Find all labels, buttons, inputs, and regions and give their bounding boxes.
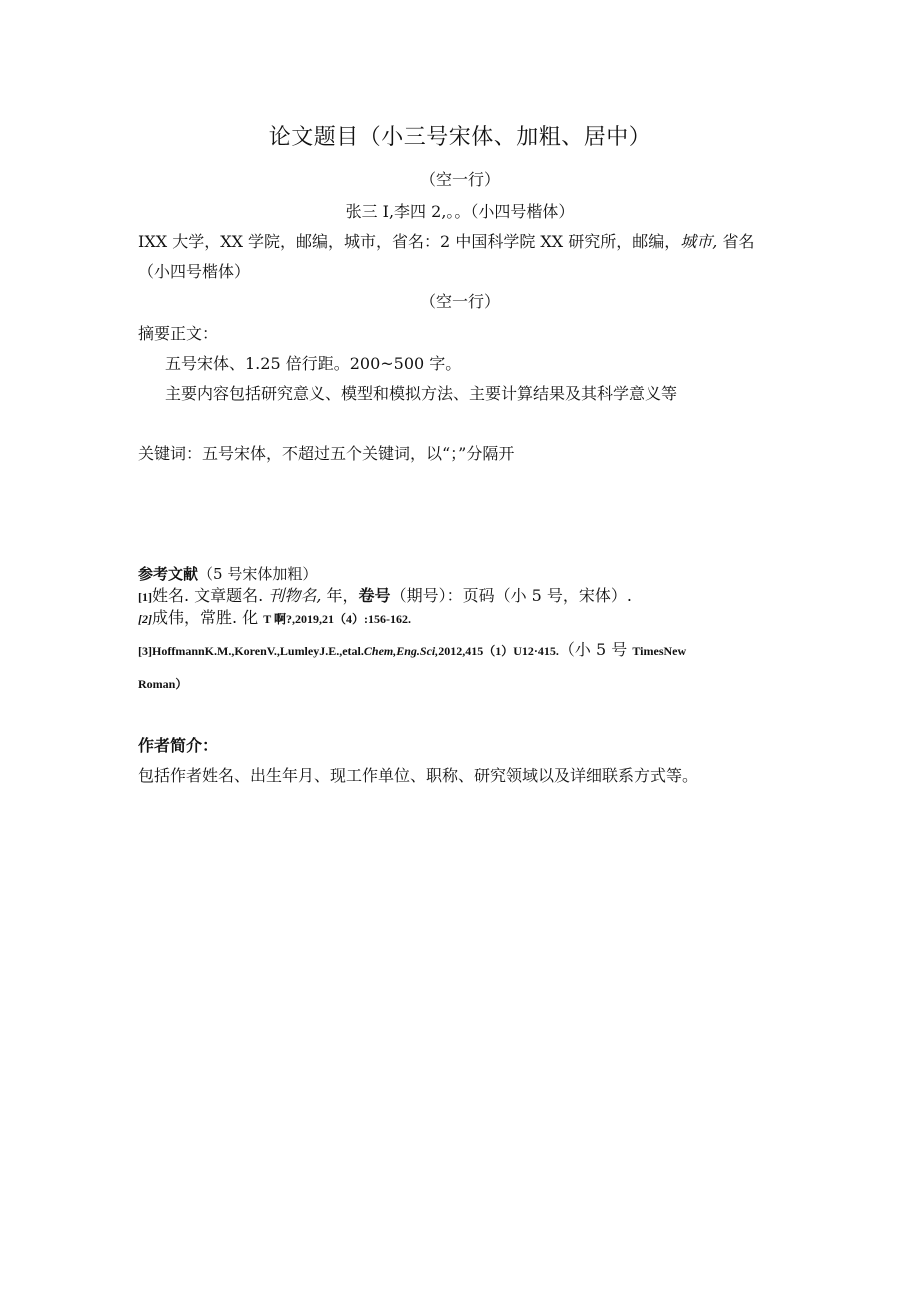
reference-journal: 刊物名, — [268, 586, 322, 605]
blank-line-note: （空一行） — [419, 292, 500, 311]
blank-line-note: （空一行） — [419, 170, 500, 189]
affiliation-line — [138, 232, 754, 252]
affiliation-font-note: （小四号楷体） — [138, 262, 251, 281]
keywords: 关键词：五号宋体，不超过五个关键词，以“；”分隔开 — [138, 444, 515, 463]
author-bio-text: 包括作者姓名、出生年月、现工作单位、职称、研究领域以及详细联系方式等。 — [138, 766, 699, 785]
references-heading-label: 参考文献 — [138, 565, 199, 583]
abstract-line: 五号宋体、1.25 倍行距。200~500 字。 — [165, 354, 462, 373]
reference-text: 年， — [321, 586, 359, 605]
abstract-label: 摘要正文： — [138, 324, 219, 343]
reference-item — [138, 640, 686, 661]
affiliation-city: 城市, — [680, 232, 718, 251]
reference-item — [138, 608, 411, 629]
paper-title: 论文题目（小三号宋体、加粗、居中） — [268, 125, 652, 150]
author-bio-heading: 作者简介： — [138, 736, 219, 755]
affiliation-province: 省名 — [717, 232, 755, 251]
reference-number: [1] — [138, 590, 152, 604]
affiliation-text: IXX 大学，XX 学院，邮编，城市，省名：2 中国科学院 XX 研究所，邮编， — [138, 232, 681, 251]
reference-volume: 卷号 — [358, 586, 391, 605]
references-heading — [138, 564, 317, 584]
reference-item — [138, 586, 632, 607]
reference-number: [2] — [138, 612, 152, 626]
reference-text: （期号）：页码（小 5 号，宋体）. — [390, 586, 633, 605]
reference-text: 姓名. 文章题名. — [152, 586, 269, 605]
reference-text: 成伟，常胜. 化 — [152, 608, 264, 627]
reference-text: TimesNew — [632, 644, 687, 658]
references-heading-note: （5 号宋体加粗） — [198, 565, 318, 583]
reference-text: Roman） — [138, 677, 188, 691]
reference-text: 2012,415（1）U12·415. — [438, 644, 559, 658]
reference-text: T 啊?,2019,21（4）:156-162. — [263, 612, 412, 626]
abstract-line: 主要内容包括研究意义、模型和模拟方法、主要计算结果及其科学意义等 — [165, 384, 678, 403]
reference-text: （小 5 号 — [558, 640, 633, 659]
reference-text: [3]HoffmannK.M.,KorenV.,LumleyJ.E.,etal. — [138, 644, 364, 658]
author-list: 张三 I,李四 2,。。（小四号楷体） — [345, 202, 575, 221]
reference-journal: Chem,Eng.Sci, — [363, 644, 439, 658]
